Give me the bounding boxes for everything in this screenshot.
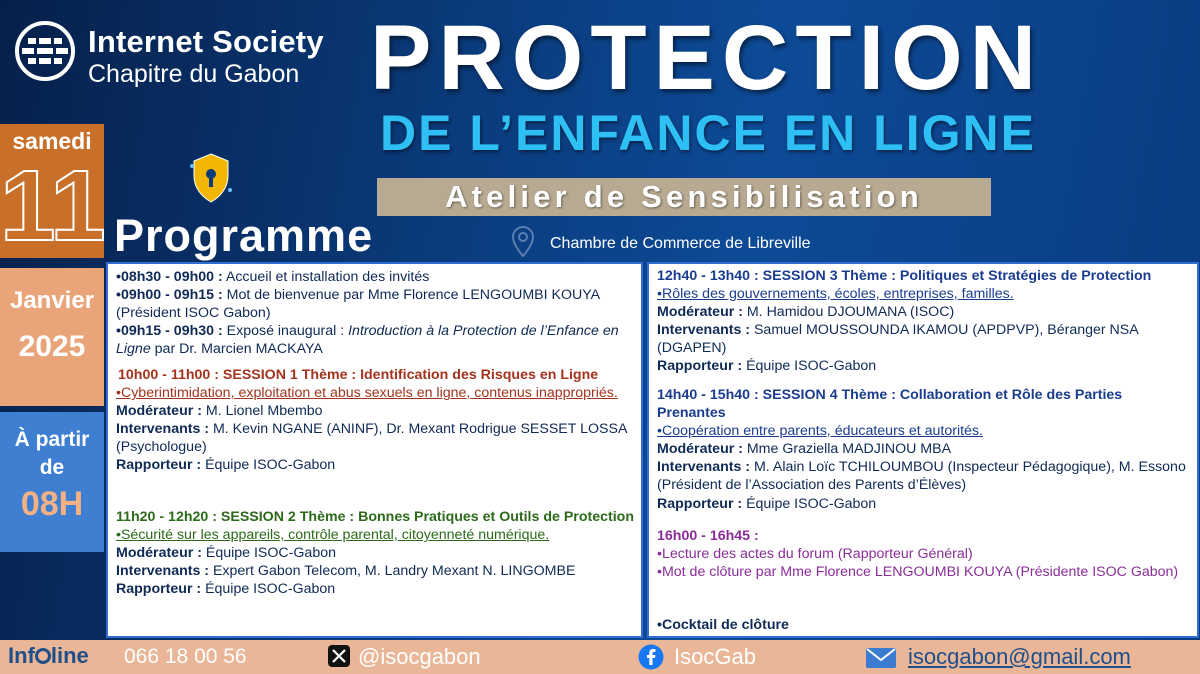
start-label-de: de	[39, 456, 65, 479]
value: Samuel MOUSSOUNDA IKAMOU (APDPVP), Béranger NSA (DGAPEN)	[657, 322, 1138, 357]
program-panel-right	[647, 262, 1199, 638]
date-day-name: samedi	[12, 128, 92, 154]
item-time: •09h00 - 09h15 :	[116, 287, 223, 303]
label: Intervenants :	[116, 421, 210, 438]
infoline-label	[8, 643, 89, 669]
item-text: Mot de bienvenue par Mme Florence LENGOUMBI KOUYA (Président ISOC Gabon)	[116, 287, 600, 322]
item-title: Introduction à la Protection de l’Enfance en Ligne	[116, 323, 619, 358]
infoline-label-end: line	[50, 643, 89, 668]
closing-item-reading: •Lecture des actes du forum (Rapporteur Général)	[657, 546, 973, 563]
label: Rapporteur :	[657, 495, 743, 512]
program-item-keynote	[116, 322, 635, 358]
location-pin-icon	[512, 226, 534, 258]
x-handle-link[interactable]: @isocgabon	[358, 644, 481, 669]
label: Rapporteur :	[116, 581, 202, 598]
date-month: Janvier	[9, 287, 95, 314]
label: Intervenants :	[657, 322, 751, 339]
session-4	[657, 386, 1191, 513]
session-2-title: 11h20 - 12h20 : SESSION 2 Thème : Bonnes Pratiques et Outils de Protection	[116, 509, 634, 525]
item-time: •09h15 - 09h30 :	[116, 323, 223, 339]
session-2-topic: •Sécurité sur les appareils, contrôle parental, citoyenneté numérique.	[116, 527, 550, 544]
session-3-title: 12h40 - 13h40 : SESSION 3 Thème : Politiques et Stratégies de Protection	[657, 268, 1152, 284]
main-title-line2: DE L’ENFANCE EN LIGNE	[380, 105, 1036, 161]
main-title: PROTECTION	[370, 7, 1044, 109]
value: Mme Graziella MADJINOU MBA	[742, 441, 952, 458]
date-day-number: 11	[0, 150, 106, 262]
session-1-title: 10h00 - 11h00 : SESSION 1 Thème : Identification des Risques en Ligne	[118, 367, 599, 383]
value: Expert Gabon Telecom, M. Landry Mexant N. LINGOMBE	[209, 563, 576, 580]
label: Intervenants :	[657, 459, 751, 476]
item-time: •08h30 - 09h00 :	[116, 269, 223, 285]
facebook-link[interactable]: IsocGab	[674, 644, 756, 669]
label: Rapporteur :	[116, 457, 202, 474]
closing-session	[657, 527, 1191, 581]
organization-chapter: Chapitre du Gabon	[88, 60, 300, 88]
item-text: Accueil et installation des invités	[222, 269, 430, 285]
session-4-topic: •Coopération entre parents, éducateurs et autorités.	[657, 423, 983, 440]
x-logo-icon	[328, 645, 350, 667]
session-1-topic: •Cyberintimidation, exploitation et abus sexuels en ligne, contenus inappropriés.	[116, 385, 618, 402]
program-panel-left	[106, 262, 643, 638]
facebook-icon	[638, 644, 664, 670]
item-speaker: par Dr. Marcien MACKAYA	[150, 341, 323, 358]
session-3	[657, 267, 1191, 376]
value: M. Lionel Mbembo	[201, 403, 323, 420]
start-time: 08H	[20, 485, 84, 523]
session-2	[116, 508, 635, 598]
globe-logo-icon	[14, 20, 76, 82]
mail-icon	[866, 648, 896, 668]
item-text: Exposé inaugural :	[222, 323, 349, 339]
value: Équipe ISOC-Gabon	[201, 457, 336, 474]
closing-time: 16h00 - 16h45 :	[657, 528, 759, 544]
value: Équipe ISOC-Gabon	[201, 545, 336, 562]
date-year: 2025	[18, 330, 86, 363]
infoline-label-start: Inf	[8, 643, 35, 668]
program-item-welcome	[116, 268, 635, 286]
subtitle-banner: Atelier de Sensibilisation	[377, 178, 991, 216]
value: Équipe ISOC-Gabon	[201, 581, 336, 598]
programme-heading: Programme	[114, 210, 374, 261]
program-item-opening	[116, 286, 635, 322]
cocktail: •Cocktail de clôture	[657, 617, 789, 633]
label: Modérateur :	[657, 441, 743, 458]
label: Modérateur :	[657, 304, 743, 321]
value: M. Hamidou DJOUMANA (ISOC)	[742, 304, 955, 321]
session-4-title: 14h40 - 15h40 : SESSION 4 Thème : Collaboration et Rôle des Parties Prenantes	[657, 387, 1123, 422]
shield-lock-icon	[190, 152, 232, 204]
phone-number[interactable]: 066 18 00 56	[124, 645, 247, 668]
email-link[interactable]: isocgabon@gmail.com	[908, 644, 1131, 669]
start-label: À partir	[14, 428, 90, 451]
label: Intervenants :	[116, 563, 210, 580]
label: Rapporteur :	[657, 358, 743, 375]
value: Équipe ISOC-Gabon	[742, 495, 877, 512]
label: Modérateur :	[116, 403, 202, 420]
label: Modérateur :	[116, 545, 202, 562]
value: M. Alain Loïc TCHILOUMBOU (Inspecteur Pédagogique), M. Essono (Président de l’Association des Parents d’Élèves)	[657, 459, 1186, 494]
session-3-topic: •Rôles des gouvernements, écoles, entreprises, familles.	[657, 286, 1014, 303]
value: M. Kevin NGANE (ANINF), Dr. Mexant Rodrigue SESSET LOSSA (Psychologue)	[116, 421, 627, 456]
closing-item-speech: •Mot de clôture par Mme Florence LENGOUMBI KOUYA (Présidente ISOC Gabon)	[657, 564, 1179, 581]
organization-name: Internet Society	[88, 24, 324, 59]
value: Équipe ISOC-Gabon	[742, 358, 877, 375]
session-1	[116, 366, 635, 475]
venue: Chambre de Commerce de Libreville	[550, 235, 811, 252]
infoline-phone-icon	[35, 648, 51, 664]
